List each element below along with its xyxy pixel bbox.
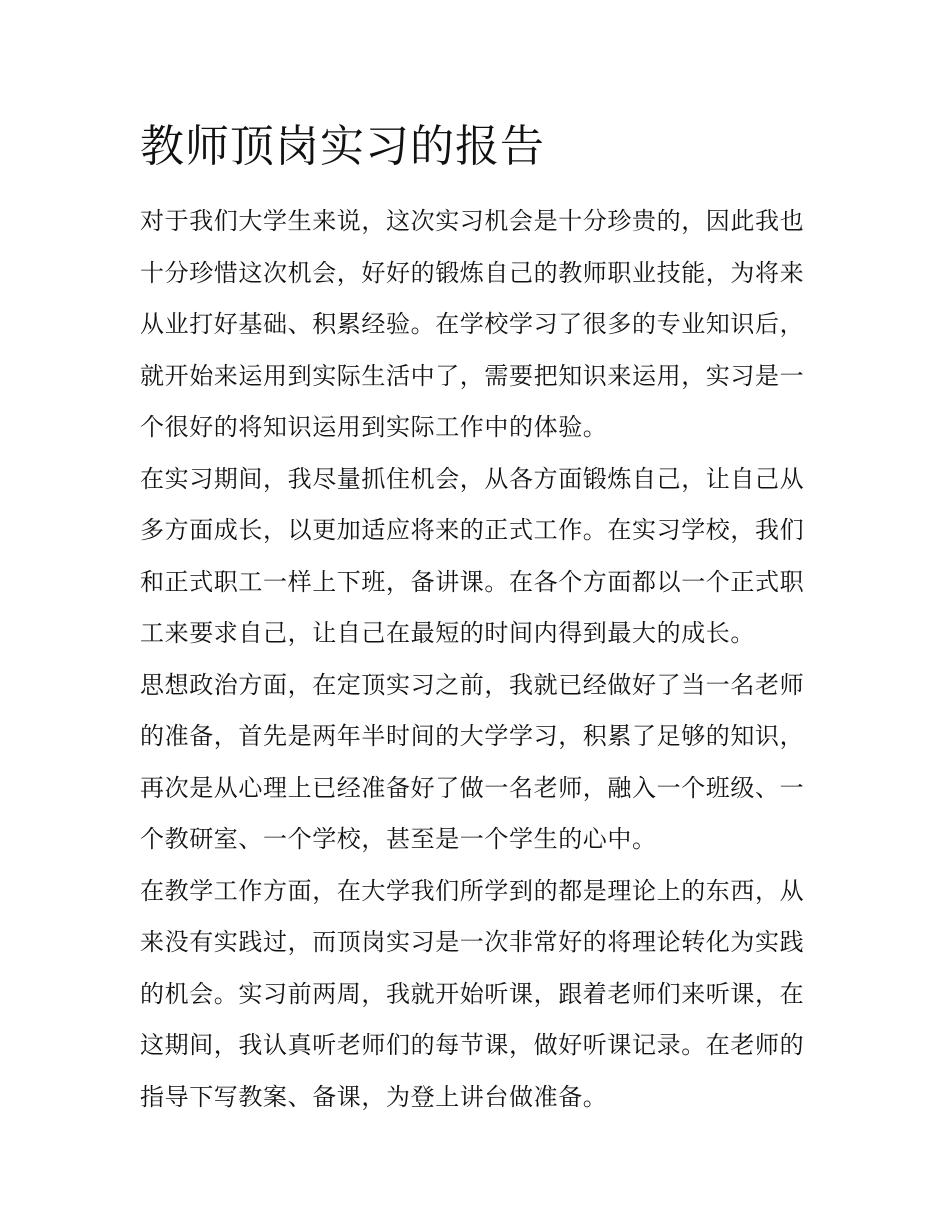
text-line: 在教学工作方面，在大学我们所学到的都是理论上的东西，从 bbox=[140, 876, 805, 905]
text-line: 指导下写教案、备课，为登上讲台做准备。 bbox=[140, 1082, 608, 1111]
text-line: 在实习期间，我尽量抓住机会，从各方面锻炼自己，让自己从 bbox=[140, 464, 805, 493]
paragraph-2 bbox=[140, 454, 820, 660]
text-line: 就开始来运用到实际生活中了，需要把知识来运用，实习是一 bbox=[140, 361, 805, 390]
text-line: 来没有实践过，而顶岗实习是一次非常好的将理论转化为实践 bbox=[140, 928, 805, 956]
paragraph-4 bbox=[140, 866, 820, 1124]
text-line: 思想政治方面，在定顶实习之前，我就已经做好了当一名老师 bbox=[140, 670, 805, 699]
text-line: 十分珍惜这次机会，好好的锻炼自己的教师职业技能，为将来 bbox=[140, 258, 805, 287]
text-line: 和正式职工一样上下班，备讲课。在各个方面都以一个正式职 bbox=[140, 567, 805, 596]
document-body bbox=[140, 196, 820, 1123]
text-line: 从业打好基础、积累经验。在学校学习了很多的专业知识后， bbox=[140, 310, 805, 338]
text-line: 的机会。实习前两周，我就开始听课，跟着老师们来听课，在 bbox=[140, 979, 805, 1008]
text-line: 多方面成长，以更加适应将来的正式工作。在实习学校，我们 bbox=[140, 516, 805, 544]
text-line: 这期间，我认真听老师们的每节课，做好听课记录。在老师的 bbox=[140, 1031, 805, 1059]
paragraph-1 bbox=[140, 196, 820, 454]
text-line: 的准备，首先是两年半时间的大学学习，积累了足够的知识， bbox=[140, 722, 805, 750]
text-line: 个很好的将知识运用到实际工作中的体验。 bbox=[140, 413, 608, 441]
text-line: 个教研室、一个学校，甚至是一个学生的心中。 bbox=[140, 825, 657, 853]
paragraph-3 bbox=[140, 660, 820, 866]
document-title: 教师顶岗实习的报告 bbox=[140, 121, 545, 172]
text-line: 工来要求自己，让自己在最短的时间内得到最大的成长。 bbox=[140, 619, 755, 647]
text-line: 再次是从心理上已经准备好了做一名老师，融入一个班级、一 bbox=[140, 773, 805, 802]
text-line: 对于我们大学生来说，这次实习机会是十分珍贵的，因此我也 bbox=[140, 207, 805, 235]
